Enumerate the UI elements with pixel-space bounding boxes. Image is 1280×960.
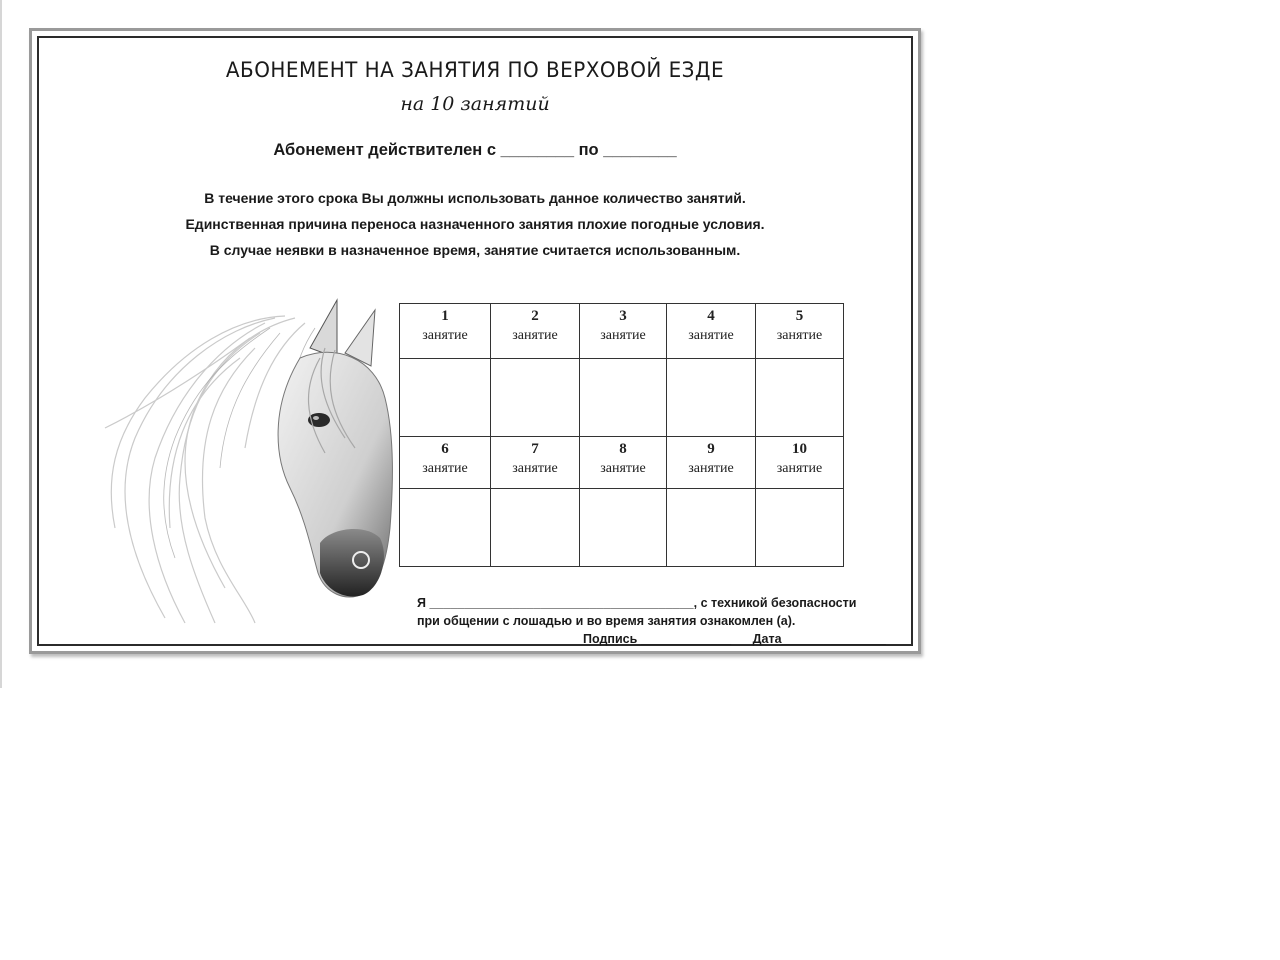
signature-field[interactable]: Подпись _____________	[583, 632, 732, 646]
page-edge	[0, 0, 2, 688]
rule-line: В течение этого срока Вы должны использовать данное количество занятий.	[204, 190, 746, 206]
validity-line: Абонемент действителен с ________ по ________	[273, 141, 677, 159]
safety-consent	[417, 594, 907, 648]
lesson-cell: 10 занятие	[756, 437, 844, 489]
lesson-cell: 8 занятие	[580, 437, 667, 489]
lessons-grid	[399, 303, 844, 567]
lesson-mark-box[interactable]	[580, 359, 667, 437]
lesson-mark-box[interactable]	[400, 489, 491, 567]
lesson-cell: 2 занятие	[491, 304, 580, 359]
date-field[interactable]: Дата_______________	[752, 632, 886, 646]
signature-line	[417, 630, 907, 648]
lesson-label-row	[400, 304, 844, 359]
lesson-cell: 7 занятие	[491, 437, 580, 489]
lesson-cell: 4 занятие	[667, 304, 756, 359]
lesson-mark-row	[400, 359, 844, 437]
card-title: АБОНЕМЕНТ НА ЗАНЯТИЯ ПО ВЕРХОВОЙ ЕЗДЕ	[225, 58, 725, 82]
lesson-mark-box[interactable]	[491, 489, 580, 567]
rule-line: В случае неявки в назначенное время, занятие считается использованным.	[209, 242, 741, 258]
lesson-mark-box[interactable]	[400, 359, 491, 437]
rule-line: Единственная причина переноса назначенного занятия плохие погодные условия.	[185, 216, 765, 232]
lesson-cell: 5 занятие	[756, 304, 844, 359]
lesson-cell: 9 занятие	[667, 437, 756, 489]
lesson-label-row	[400, 437, 844, 489]
lesson-cell: 1 занятие	[400, 304, 491, 359]
horse-head-sketch	[75, 288, 395, 628]
lesson-mark-box[interactable]	[491, 359, 580, 437]
card-subtitle: на 10 занятий	[400, 93, 550, 115]
consent-line: Я ______________________________________, с техникой безопасности	[417, 596, 857, 610]
subscription-card	[29, 28, 921, 654]
lesson-mark-box[interactable]	[667, 359, 756, 437]
lesson-mark-box[interactable]	[756, 359, 844, 437]
rules-text	[39, 185, 911, 263]
lesson-mark-row	[400, 489, 844, 567]
card-inner-border	[37, 36, 913, 646]
lesson-mark-box[interactable]	[667, 489, 756, 567]
lesson-mark-box[interactable]	[580, 489, 667, 567]
consent-line: при общении с лошадью и во время занятия ознакомлен (а).	[417, 614, 796, 628]
lesson-cell: 6 занятие	[400, 437, 491, 489]
lesson-cell: 3 занятие	[580, 304, 667, 359]
lesson-mark-box[interactable]	[756, 489, 844, 567]
